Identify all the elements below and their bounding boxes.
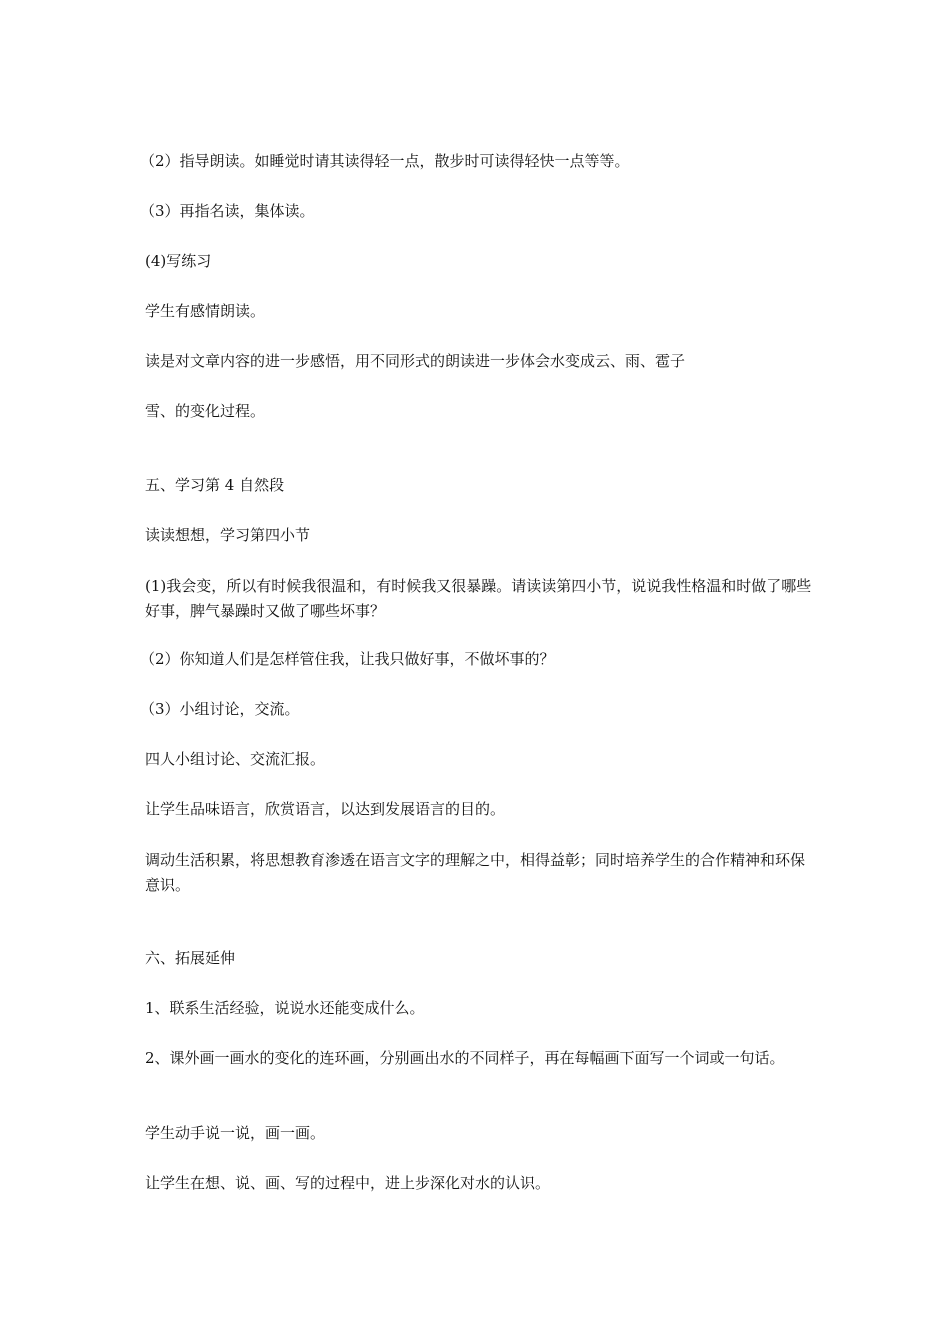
paragraph-deepen-understanding: 让学生在想、说、画、写的过程中，进上步深化对水的认识。 [145, 1174, 551, 1192]
section-heading-6: 六、拓展延伸 [145, 949, 236, 967]
paragraph-guide-reading: （2）指导朗读。如睡觉时请其读得轻一点，散步时可读得轻快一点等等。 [140, 152, 630, 170]
paragraph-extension-2: 2、课外画一画水的变化的连环画，分别画出水的不同样子，再在每幅画下面写一个词或一句话。 [145, 1049, 785, 1067]
paragraph-write-practice: (4)写练习 [145, 252, 212, 270]
paragraph-extension-1: 1、联系生活经验，说说水还能变成什么。 [145, 999, 425, 1017]
paragraph-emotional-reading: 学生有感情朗读。 [145, 302, 266, 320]
paragraph-read-think: 读读想想，学习第四小节 [145, 526, 311, 544]
paragraph-reading-purpose-cont: 雪、的变化过程。 [145, 402, 266, 420]
paragraph-language-appreciation: 让学生品味语言，欣赏语言，以达到发展语言的目的。 [145, 800, 506, 818]
paragraph-reading-purpose: 读是对文章内容的进一步感悟，用不同形式的朗读进一步体会水变成云、雨、雹子 [145, 352, 686, 370]
paragraph-draw-say: 学生动手说一说，画一画。 [145, 1124, 326, 1142]
paragraph-life-experience: 调动生活积累，将思想教育渗透在语言文字的理解之中，相得益彰；同时培养学生的合作精神和环保意识。 [145, 851, 806, 894]
section-heading-5: 五、学习第 4 自然段 [145, 476, 285, 494]
paragraph-question-1: (1)我会变，所以有时候我很温和，有时候我又很暴躁。请读读第四小节，说说我性格温和时做了哪些好事，脾气暴躁时又做了哪些坏事？ [145, 577, 812, 620]
paragraph-read-again: （3）再指名读，集体读。 [140, 202, 315, 220]
paragraph-question-2: （2）你知道人们是怎样管住我，让我只做好事，不做坏事的？ [140, 650, 555, 668]
paragraph-group-discussion: （3）小组讨论，交流。 [140, 700, 300, 718]
paragraph-group-report: 四人小组讨论、交流汇报。 [145, 750, 326, 768]
